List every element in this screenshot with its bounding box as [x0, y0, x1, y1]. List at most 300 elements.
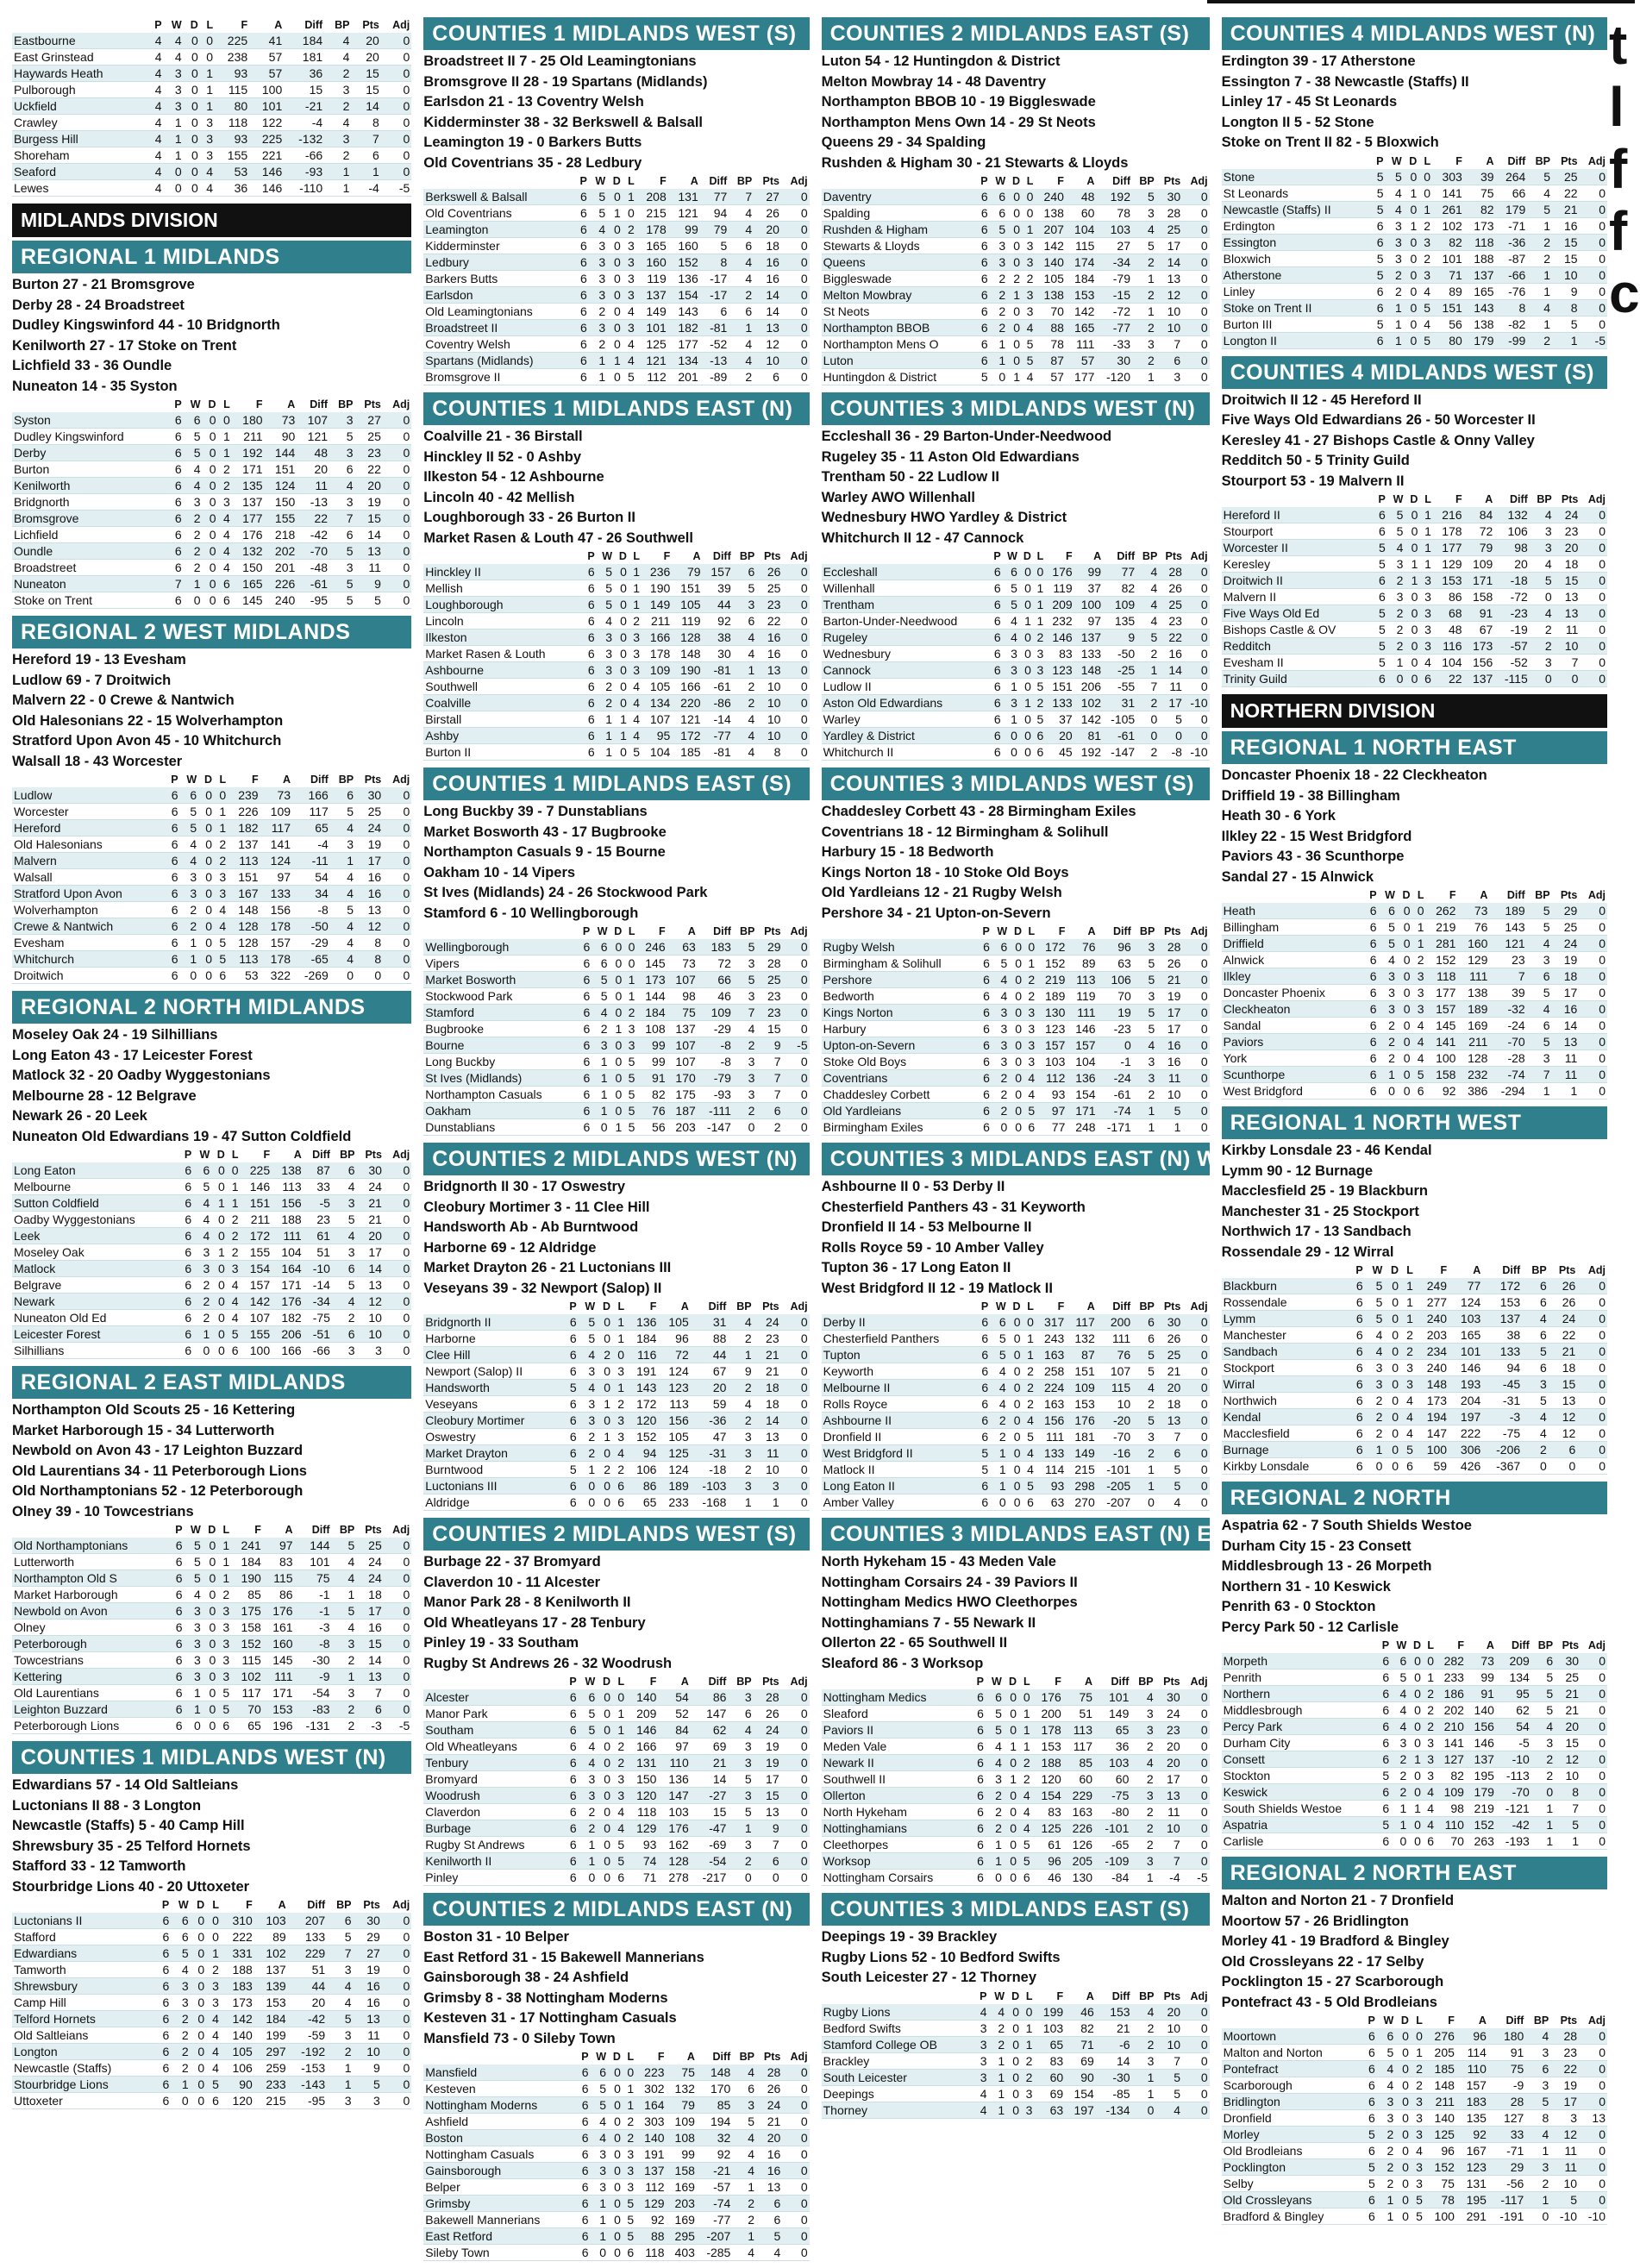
table-row: [822, 2102, 1210, 2118]
stat-f: 82: [1436, 1768, 1466, 1784]
stat-pts: 7: [1555, 1801, 1581, 1817]
stat-bp: 1: [732, 2228, 756, 2245]
stat-pts: 16: [756, 2163, 782, 2179]
stat-bp: 3: [732, 2097, 756, 2114]
stat-adj: 0: [1182, 1494, 1209, 1511]
stat-d: 0: [614, 662, 629, 679]
stat-a: 187: [667, 1103, 698, 1119]
stat-diff: 107: [1097, 1363, 1132, 1380]
stat-p: 6: [990, 662, 1003, 679]
stat-l: 4: [629, 695, 642, 711]
result-line: Pocklington 15 - 27 Scarborough: [1221, 1974, 1444, 1989]
stat-f: 176: [232, 527, 265, 543]
stat-l: 3: [1033, 646, 1045, 662]
stat-pts: 18: [1156, 1396, 1182, 1413]
result-line: Kings Norton 18 - 10 Stoke Old Boys: [821, 864, 1069, 880]
stat-l: 5: [1400, 1442, 1415, 1458]
stat-w: 2: [988, 2036, 1006, 2052]
table-row: [822, 238, 1210, 254]
stat-pts: 10: [754, 1462, 781, 1478]
header-l: L: [617, 1300, 625, 1313]
stat-bp: 2: [1132, 2036, 1156, 2052]
header-a: A: [690, 175, 698, 187]
stat-f: 92: [635, 2212, 666, 2228]
stat-pts: 22: [756, 613, 782, 630]
stat-d: 0: [1408, 1817, 1423, 1833]
stat-f: 100: [1415, 1442, 1449, 1458]
stat-p: 6: [577, 2064, 591, 2081]
stat-adj: 0: [1182, 287, 1209, 304]
stat-diff: 179: [1496, 201, 1528, 217]
team-name: Biggleswade: [822, 271, 976, 287]
stat-d: 0: [184, 33, 200, 49]
stat-l: 6: [1419, 671, 1432, 687]
stat-bp: 5: [1133, 972, 1157, 988]
stat-diff: 21: [691, 1755, 729, 1771]
stat-pts: 0: [1549, 1458, 1578, 1475]
stat-d: 2: [597, 1347, 612, 1363]
stat-bp: 3: [327, 2027, 353, 2044]
table-row: [822, 1331, 1210, 1347]
league-title: REGIONAL 2 NORTH EAST: [1222, 1857, 1607, 1889]
stat-d: 0: [597, 1804, 612, 1820]
stat-f: 224: [1036, 1380, 1066, 1396]
team-name: Leamington: [423, 222, 574, 238]
header-a: A: [285, 1524, 293, 1536]
team-name: Edwardians: [12, 1945, 156, 1962]
result-line: Ludlow 69 - 7 Droitwich: [12, 672, 172, 688]
stat-f: 209: [1045, 597, 1074, 613]
stat-f: 85: [231, 1587, 263, 1603]
stat-a: 125: [658, 1445, 690, 1462]
stat-bp: 0: [1530, 671, 1554, 687]
stat-p: 6: [179, 1294, 194, 1310]
stat-l: 6: [1033, 744, 1045, 761]
table-row: [423, 238, 809, 254]
stat-a: 99: [1074, 564, 1103, 580]
table-row: [1222, 1670, 1607, 1686]
team-name: Ashbourne: [423, 662, 583, 679]
header-p: P: [174, 398, 182, 410]
table-row: [423, 1445, 809, 1462]
edge-letter: t: [1609, 14, 1628, 76]
stat-p: 6: [1349, 1311, 1365, 1327]
result-line: Dudley Kingswinford 44 - 10 Bridgnorth: [12, 317, 280, 333]
stat-pts: 15: [1554, 573, 1581, 589]
stat-l: 3: [623, 2163, 635, 2179]
stat-d: 0: [198, 902, 214, 918]
stat-pts: 12: [1549, 1409, 1578, 1425]
stat-adj: 0: [1580, 234, 1607, 250]
stat-f: 142: [241, 1294, 272, 1310]
stat-a: 48: [1066, 189, 1097, 205]
stat-pts: 10: [1156, 320, 1182, 336]
stat-l: 1: [1023, 1347, 1036, 1363]
stat-a: 60: [1066, 205, 1097, 222]
stat-d: 0: [211, 1294, 226, 1310]
stat-f: 69: [1034, 2085, 1065, 2102]
stat-diff: -192: [288, 2044, 328, 2060]
stat-pts: 7: [756, 1070, 782, 1087]
team-name: Pocklington: [1222, 2159, 1363, 2176]
header-bp: BP: [736, 175, 753, 187]
stat-adj: 0: [782, 646, 809, 662]
stat-l: 2: [623, 2114, 635, 2130]
stat-bp: 3: [332, 1195, 357, 1212]
stat-pts: 1: [1552, 1083, 1580, 1100]
team-name: Kesteven: [423, 2081, 576, 2097]
stat-diff: -95: [297, 592, 329, 609]
stat-a: 152: [1466, 1817, 1496, 1833]
header-p: P: [980, 1300, 989, 1313]
stat-w: 2: [1377, 2127, 1395, 2143]
stat-l: 1: [1419, 523, 1432, 540]
team-name: Burbage: [423, 1820, 564, 1837]
team-name: Middlesbrough: [1222, 1702, 1378, 1719]
stat-adj: 0: [782, 2228, 809, 2245]
stat-bp: 3: [1130, 1853, 1155, 1870]
stat-l: 5: [629, 744, 642, 761]
team-name: Burton: [12, 461, 169, 478]
stat-w: 2: [579, 1429, 598, 1445]
table-row: [12, 1554, 411, 1570]
stat-a: 51: [1063, 1706, 1094, 1722]
result-line: Nottingham Corsairs 24 - 39 Paviors II: [821, 1574, 1078, 1590]
stat-p: 6: [972, 1771, 986, 1788]
stat-l: 5: [227, 1326, 241, 1343]
stat-d: 0: [608, 2130, 623, 2146]
table-row: [1222, 2159, 1607, 2176]
stat-pts: 13: [1155, 1788, 1182, 1804]
stat-a: 91: [1466, 1686, 1496, 1702]
stat-f: 234: [1415, 1344, 1449, 1360]
stat-p: 6: [583, 646, 597, 662]
header-bp: BP: [1139, 175, 1155, 187]
stat-d: 1: [1004, 1739, 1018, 1755]
stat-p: 6: [1364, 1034, 1379, 1050]
stat-l: 3: [623, 271, 636, 287]
stat-a: 147: [658, 1788, 690, 1804]
stat-d: 0: [1019, 597, 1033, 613]
stat-p: 6: [978, 972, 992, 988]
stat-p: 6: [179, 1310, 194, 1326]
header-bp: BP: [1537, 1639, 1554, 1651]
league-title: COUNTIES 4 MIDLANDS WEST (N): [1222, 17, 1607, 50]
team-name: Hereford: [12, 820, 166, 836]
stat-f: 178: [642, 646, 672, 662]
team-name: Old Halesonians: [12, 836, 166, 853]
stat-d: 0: [1404, 234, 1419, 250]
stat-l: 3: [206, 1978, 221, 1995]
header-team: [1222, 492, 1374, 507]
stat-p: 6: [976, 1314, 990, 1331]
stat-f: 22: [1433, 671, 1464, 687]
team-name: Nottinghamians: [822, 1820, 972, 1837]
stat-adj: 0: [1182, 2085, 1210, 2102]
stat-a: 169: [1457, 1018, 1489, 1034]
stat-diff: 29: [1488, 2159, 1525, 2176]
header-team: [1222, 1262, 1349, 1278]
stat-f: 145: [1425, 1018, 1457, 1034]
table-row: [12, 180, 411, 197]
stat-w: 5: [1365, 1311, 1385, 1327]
stat-a: 156: [1464, 655, 1495, 671]
stat-bp: 4: [729, 271, 754, 287]
stat-p: 6: [166, 836, 180, 853]
stat-diff: -93: [698, 1087, 733, 1103]
header-diff: Diff: [713, 925, 731, 937]
stat-diff: 92: [697, 2146, 732, 2163]
stat-d: 1: [1019, 613, 1033, 630]
stat-w: 5: [1003, 580, 1019, 597]
stat-bp: 1: [1527, 316, 1552, 332]
stat-l: 4: [623, 353, 636, 369]
stat-a: 81: [1074, 728, 1103, 744]
stat-d: 0: [1008, 1462, 1023, 1478]
stat-bp: 2: [1531, 1751, 1555, 1768]
stat-pts: 6: [1156, 353, 1182, 369]
stat-l: 2: [1423, 1686, 1436, 1702]
result-line: Shrewsbury 35 - 25 Telford Hornets: [12, 1838, 251, 1854]
stat-p: 6: [583, 564, 597, 580]
stat-w: 3: [990, 238, 1008, 254]
stat-a: 76: [1067, 939, 1097, 955]
stat-diff: 22: [297, 511, 329, 527]
stat-pts: 24: [357, 1179, 384, 1195]
stat-adj: 0: [1579, 1034, 1607, 1050]
stat-p: 6: [578, 1037, 592, 1054]
stat-d: 0: [614, 646, 629, 662]
stat-diff: -5: [1496, 1735, 1531, 1751]
table-header-row: [423, 173, 809, 189]
team-name: Essington: [1222, 234, 1371, 250]
stat-d: 0: [597, 1706, 612, 1722]
stat-pts: 24: [356, 1570, 383, 1587]
stat-a: 143: [1464, 299, 1496, 316]
stat-d: 0: [1404, 201, 1419, 217]
stat-p: 6: [169, 412, 184, 429]
stat-w: 3: [992, 1037, 1009, 1054]
stat-diff: -101: [1097, 1462, 1132, 1478]
header-bp: BP: [1533, 2014, 1549, 2027]
stat-d: 0: [1004, 1722, 1018, 1739]
stat-f: 236: [642, 564, 672, 580]
stat-f: 117: [231, 1685, 263, 1701]
team-name: Droitwich II: [1222, 573, 1374, 589]
stat-adj: 0: [1182, 988, 1209, 1005]
team-name: Melbourne II: [822, 1380, 977, 1396]
table-row: [822, 1396, 1210, 1413]
stat-l: 4: [1023, 1413, 1036, 1429]
stat-adj: 0: [1182, 955, 1209, 972]
stat-diff: 51: [288, 1962, 328, 1978]
stat-a: 195: [1456, 2192, 1488, 2208]
header-w: W: [190, 398, 201, 410]
stat-f: 153: [1433, 573, 1464, 589]
header-pts: Pts: [1561, 154, 1578, 167]
stat-l: 3: [1033, 662, 1045, 679]
edge-letter: f: [1609, 138, 1628, 200]
stat-l: 2: [1033, 695, 1045, 711]
stat-d: 0: [597, 1494, 612, 1511]
stat-adj: 0: [781, 1363, 810, 1380]
stat-diff: -1: [1098, 1054, 1133, 1070]
table-header-row: [12, 1522, 411, 1538]
stat-pts: 16: [1552, 217, 1580, 234]
stat-pts: 18: [1549, 1360, 1578, 1376]
stat-l: 1: [1411, 2045, 1424, 2061]
stat-f: 70: [1035, 304, 1066, 320]
stat-a: 118: [1464, 234, 1496, 250]
stat-f: 249: [1415, 1278, 1449, 1294]
stat-pts: 10: [1550, 2176, 1579, 2192]
stat-w: 1: [1387, 655, 1405, 671]
stat-pts: -3: [356, 1718, 383, 1734]
stat-a: 218: [265, 527, 297, 543]
header-l: L: [1424, 493, 1431, 505]
team-name: Dudley Kingswinford: [12, 429, 169, 445]
stat-w: 3: [579, 1788, 598, 1804]
stat-bp: 3: [1133, 939, 1157, 955]
table-row: [423, 1331, 809, 1347]
team-name: Whitchurch II: [822, 744, 990, 761]
stat-diff: -1: [295, 1603, 332, 1620]
stat-d: 0: [1009, 1119, 1023, 1136]
stat-bp: 6: [1525, 2061, 1550, 2077]
team-name: Alnwick: [1222, 952, 1364, 968]
stat-pts: 19: [1156, 988, 1182, 1005]
stat-diff: 15: [284, 82, 324, 98]
stat-bp: 4: [332, 1179, 357, 1195]
stat-l: 5: [1022, 336, 1035, 353]
stat-bp: 2: [332, 1718, 357, 1734]
stat-diff: 157: [703, 564, 733, 580]
stat-pts: 25: [1156, 1347, 1182, 1363]
stat-adj: 0: [1182, 1119, 1209, 1136]
stat-a: 165: [1464, 283, 1496, 299]
stat-f: 173: [1415, 1393, 1449, 1409]
table-row: [1222, 1458, 1607, 1475]
stat-a: 111: [1066, 336, 1097, 353]
stat-bp: 4: [733, 646, 757, 662]
stat-p: 6: [578, 1005, 592, 1021]
stat-a: 195: [1466, 1768, 1496, 1784]
team-name: Uttoxeter: [12, 2093, 156, 2109]
stat-diff: -52: [700, 336, 729, 353]
table-row: [12, 1570, 411, 1587]
team-name: Sandbach: [1222, 1344, 1349, 1360]
stat-bp: 3: [1132, 205, 1156, 222]
stat-bp: 5: [329, 576, 355, 592]
stat-diff: -14: [703, 711, 733, 728]
stat-l: 5: [1023, 1103, 1036, 1119]
stat-a: 137: [1464, 671, 1495, 687]
stat-bp: 1: [728, 1494, 753, 1511]
header-diff: Diff: [304, 19, 323, 31]
team-name: Eastbourne: [12, 33, 147, 49]
stat-d: 0: [607, 222, 623, 238]
stat-f: 129: [1433, 556, 1464, 573]
stat-a: 151: [265, 461, 297, 478]
team-name: Tupton: [822, 1347, 977, 1363]
stat-f: 157: [241, 1277, 272, 1294]
header-adj: Adj: [1587, 2014, 1606, 2027]
stat-a: 176: [658, 1820, 690, 1837]
stat-diff: 207: [288, 1913, 328, 1929]
stat-bp: 6: [732, 2081, 756, 2097]
header-a: A: [1473, 1264, 1481, 1276]
stat-bp: 4: [330, 918, 355, 935]
result-line: Longton II 5 - 52 Stone: [1221, 114, 1374, 130]
stat-pts: 16: [756, 2146, 782, 2163]
result-line: Handsworth Ab - Ab Burntwood: [423, 1219, 639, 1235]
stat-bp: 4: [733, 744, 757, 761]
stat-f: 219: [1425, 919, 1457, 936]
stat-diff: -134: [1096, 2102, 1132, 2118]
stat-w: 2: [992, 1070, 1009, 1087]
stat-l: 4: [1412, 1018, 1426, 1034]
stat-adj: -10: [1184, 744, 1210, 761]
stat-w: 3: [597, 630, 614, 646]
header-adj: Adj: [790, 1676, 808, 1688]
stat-l: 1: [217, 1538, 231, 1554]
stat-pts: 9: [355, 576, 383, 592]
team-name: Keswick: [1222, 1784, 1378, 1801]
stat-bp: 4: [733, 630, 757, 646]
stat-bp: 5: [1132, 1413, 1156, 1429]
header-p: P: [154, 19, 162, 31]
stat-pts: 6: [756, 1103, 782, 1119]
stat-bp: 1: [332, 1587, 357, 1603]
stat-bp: 6: [1522, 1327, 1549, 1344]
table-row: [822, 1494, 1210, 1511]
stat-w: 1: [579, 1837, 598, 1853]
stat-bp: 1: [729, 320, 754, 336]
stat-f: 100: [1424, 2208, 1456, 2225]
header-d: D: [1400, 2014, 1409, 2027]
table-row: [1222, 1001, 1607, 1018]
stat-bp: 3: [324, 82, 351, 98]
result-line: Long Eaton 43 - 17 Leicester Forest: [12, 1047, 253, 1063]
stat-bp: 4: [1522, 1425, 1549, 1442]
stat-l: 0: [623, 955, 636, 972]
stat-w: 2: [990, 271, 1008, 287]
stat-diff: 106: [1494, 523, 1529, 540]
header-diff: Diff: [312, 1149, 330, 1161]
table-row: [12, 82, 411, 98]
stat-l: 4: [1023, 1462, 1036, 1478]
stat-bp: 4: [1522, 1409, 1549, 1425]
header-l: L: [1028, 925, 1036, 937]
stat-adj: 0: [1580, 655, 1607, 671]
table-row: [12, 1179, 411, 1195]
stat-l: 0: [1412, 903, 1426, 919]
table-row: [12, 1603, 411, 1620]
stat-adj: 0: [1184, 630, 1210, 646]
stat-p: 6: [156, 1913, 172, 1929]
stat-f: 149: [636, 304, 668, 320]
stat-p: 6: [156, 2044, 172, 2060]
header-d: D: [1409, 154, 1418, 167]
team-name: Keresley: [1222, 556, 1374, 573]
stat-l: 6: [1423, 1833, 1436, 1850]
stat-bp: 7: [1527, 1067, 1552, 1083]
team-name: Whitchurch: [12, 951, 166, 968]
stat-a: 134: [668, 353, 700, 369]
stat-l: 4: [1023, 1087, 1036, 1103]
result-line: Olney 39 - 10 Towcestrians: [12, 1503, 194, 1519]
stat-bp: 2: [1132, 1396, 1156, 1413]
